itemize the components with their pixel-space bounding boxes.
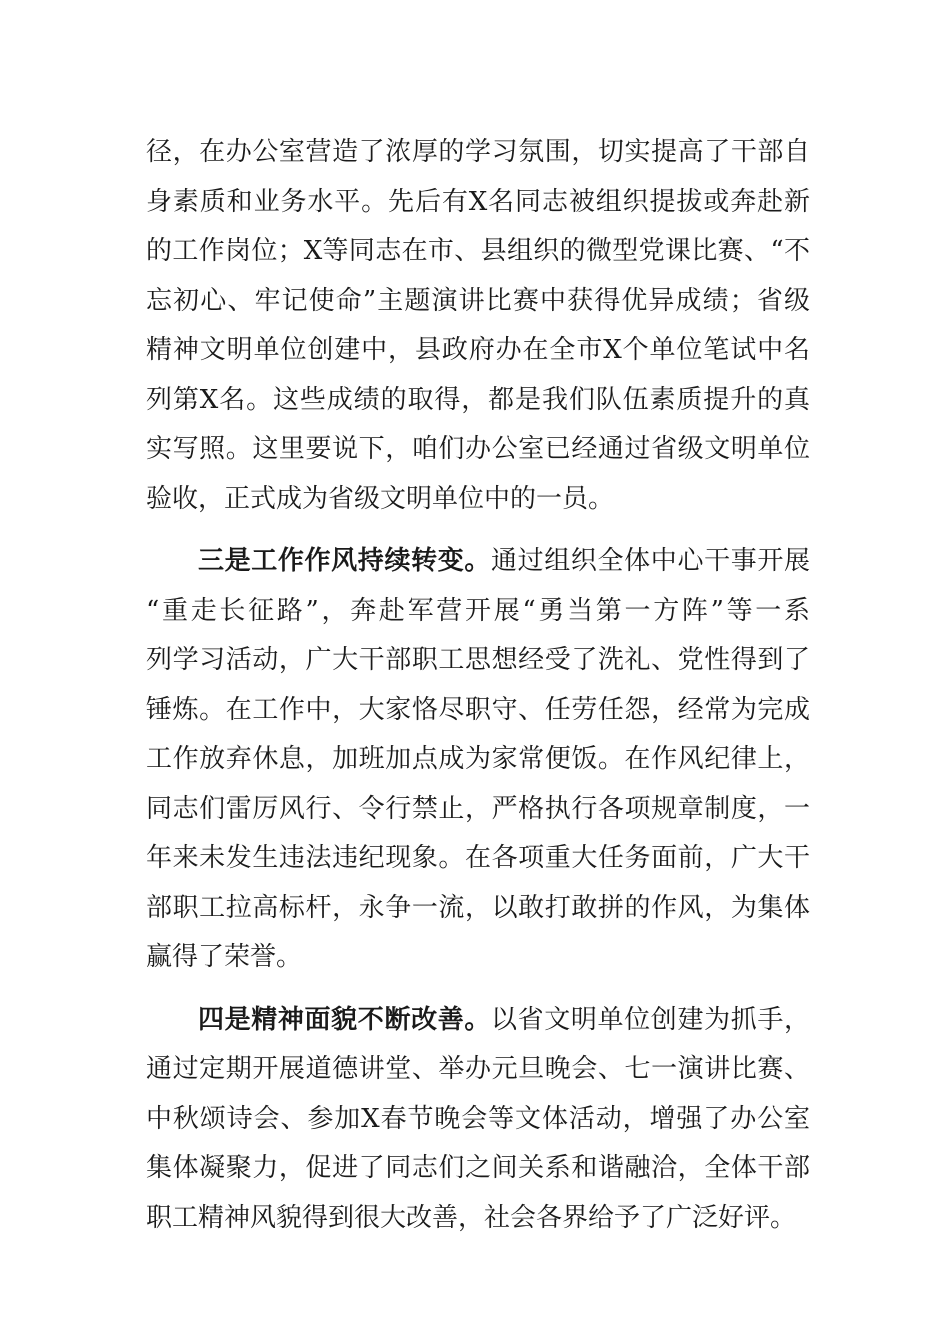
text-line: 锤炼。在工作中，大家恪尽职守、任劳任怨，经常为完成 (146, 694, 810, 725)
paragraph (146, 128, 810, 524)
text-line: 列学习活动，广大干部职工思想经受了洗礼、党性得到了 (146, 645, 810, 675)
text-span: 通过组织全体中心干事开展 (491, 546, 810, 576)
document-body (146, 128, 810, 1243)
text-line: 赢得了荣誉。 (146, 942, 303, 972)
text-line: 中秋颂诗会、参加X春节晚会等文体活动，增强了办公室 (146, 1103, 810, 1134)
text-line: 集体凝聚力，促进了同志们之间关系和谐融洽，全体干部 (146, 1153, 810, 1183)
text-line: 的工作岗位；X等同志在市、县组织的微型党课比赛、“不 (146, 236, 810, 266)
text-line (146, 537, 810, 587)
text-line: 部职工拉高标杆，永争一流，以敢打敢拼的作风，为集体 (146, 892, 810, 923)
text-line: 通过定期开展道德讲堂、举办元旦晚会、七一演讲比赛、 (146, 1054, 810, 1084)
text-span: 以省文明单位创建为抓手， (491, 1004, 810, 1035)
text-line: 实写照。这里要说下，咱们办公室已经通过省级文明单位 (146, 434, 810, 464)
paragraph-lead: 四是精神面貌不断改善。 (198, 1004, 491, 1035)
paragraph (146, 996, 810, 1244)
text-line: 忘初心、牢记使命”主题演讲比赛中获得优异成绩；省级 (146, 285, 810, 316)
text-line: “重走长征路”，奔赴军营开展“勇当第一方阵”等一系 (146, 595, 810, 626)
text-line: 工作放弃休息，加班加点成为家常便饭。在作风纪律上， (146, 744, 810, 774)
text-line (146, 996, 810, 1046)
text-line: 列第X名。这些成绩的取得，都是我们队伍素质提升的真 (146, 384, 810, 415)
text-line: 径，在办公室营造了浓厚的学习氛围，切实提高了干部自 (146, 137, 810, 167)
text-line: 职工精神风貌得到很大改善，社会各界给予了广泛好评。 (146, 1202, 797, 1233)
text-line: 年来未发生违法违纪现象。在各项重大任务面前，广大干 (146, 843, 810, 873)
paragraph (146, 537, 810, 983)
text-line: 验收，正式成为省级文明单位中的一员。 (146, 483, 615, 514)
text-line: 精神文明单位创建中，县政府办在全市X个单位笔试中名 (146, 335, 810, 365)
text-line: 同志们雷厉风行、令行禁止，严格执行各项规章制度，一 (146, 793, 810, 824)
paragraph-lead: 三是工作作风持续转变。 (198, 546, 491, 576)
text-line: 身素质和业务水平。先后有X名同志被组织提拔或奔赴新 (146, 186, 810, 217)
